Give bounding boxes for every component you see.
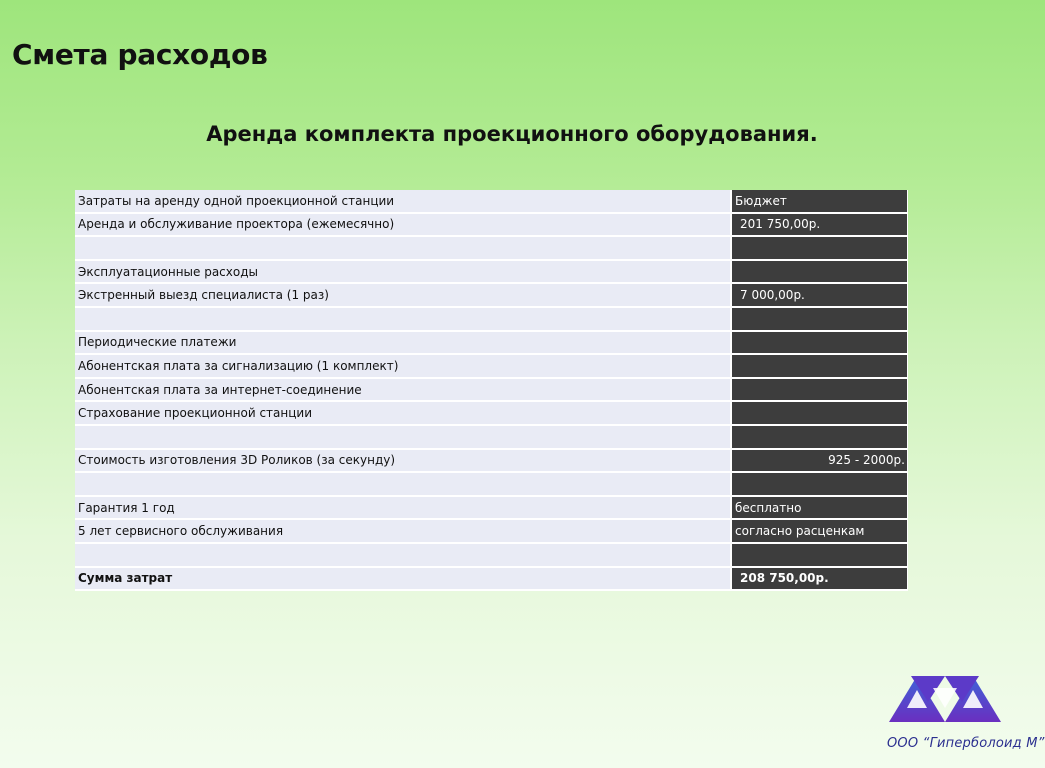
table-row-total bbox=[75, 568, 908, 592]
table-row bbox=[75, 402, 908, 426]
row-value bbox=[732, 308, 908, 332]
company-logo-icon bbox=[889, 674, 1001, 726]
total-value: 208 750,00р. bbox=[732, 568, 908, 592]
row-label bbox=[75, 308, 732, 332]
row-value: согласно расценкам bbox=[732, 520, 908, 544]
table-row bbox=[75, 214, 908, 238]
row-label bbox=[75, 426, 732, 450]
row-value bbox=[732, 402, 908, 426]
table-row bbox=[75, 284, 908, 308]
table-row bbox=[75, 308, 908, 332]
row-value bbox=[732, 544, 908, 568]
row-label: Аренда и обслуживание проектора (ежемесячно) bbox=[75, 214, 732, 238]
row-label bbox=[75, 237, 732, 261]
row-label: Гарантия 1 год bbox=[75, 497, 732, 521]
row-label: Затраты на аренду одной проекционной станции bbox=[75, 190, 732, 214]
row-value: 7 000,00р. bbox=[732, 284, 908, 308]
table-row bbox=[75, 379, 908, 403]
table-row bbox=[75, 355, 908, 379]
row-value: 925 - 2000р. bbox=[732, 450, 908, 474]
row-label bbox=[75, 544, 732, 568]
company-name: ООО “Гиперболоид М” bbox=[887, 736, 1045, 751]
row-value bbox=[732, 473, 908, 497]
row-label: Экстренный выезд специалиста (1 раз) bbox=[75, 284, 732, 308]
row-value bbox=[732, 355, 908, 379]
row-value bbox=[732, 237, 908, 261]
table-row bbox=[75, 332, 908, 356]
table-row bbox=[75, 237, 908, 261]
row-label: Абонентская плата за интернет-соединение bbox=[75, 379, 732, 403]
row-label: Страхование проекционной станции bbox=[75, 402, 732, 426]
row-label: Эксплуатационные расходы bbox=[75, 261, 732, 285]
slide-subtitle: Аренда комплекта проекционного оборудования. bbox=[206, 122, 818, 146]
row-label: Абонентская плата за сигнализацию (1 комплект) bbox=[75, 355, 732, 379]
row-value: бесплатно bbox=[732, 497, 908, 521]
row-value: Бюджет bbox=[732, 190, 908, 214]
row-value bbox=[732, 426, 908, 450]
row-value: 201 750,00р. bbox=[732, 214, 908, 238]
slide-title: Смета расходов bbox=[12, 38, 268, 71]
row-value bbox=[732, 261, 908, 285]
row-label bbox=[75, 473, 732, 497]
table-row bbox=[75, 450, 908, 474]
total-label: Сумма затрат bbox=[75, 568, 732, 592]
table-row bbox=[75, 544, 908, 568]
budget-table bbox=[75, 190, 908, 591]
row-value bbox=[732, 332, 908, 356]
row-label: Стоимость изготовления 3D Роликов (за секунду) bbox=[75, 450, 732, 474]
table-row bbox=[75, 261, 908, 285]
table-row bbox=[75, 190, 908, 214]
table-row bbox=[75, 426, 908, 450]
table-row bbox=[75, 473, 908, 497]
table-row bbox=[75, 497, 908, 521]
row-label: Периодические платежи bbox=[75, 332, 732, 356]
table-row bbox=[75, 520, 908, 544]
row-value bbox=[732, 379, 908, 403]
row-label: 5 лет сервисного обслуживания bbox=[75, 520, 732, 544]
